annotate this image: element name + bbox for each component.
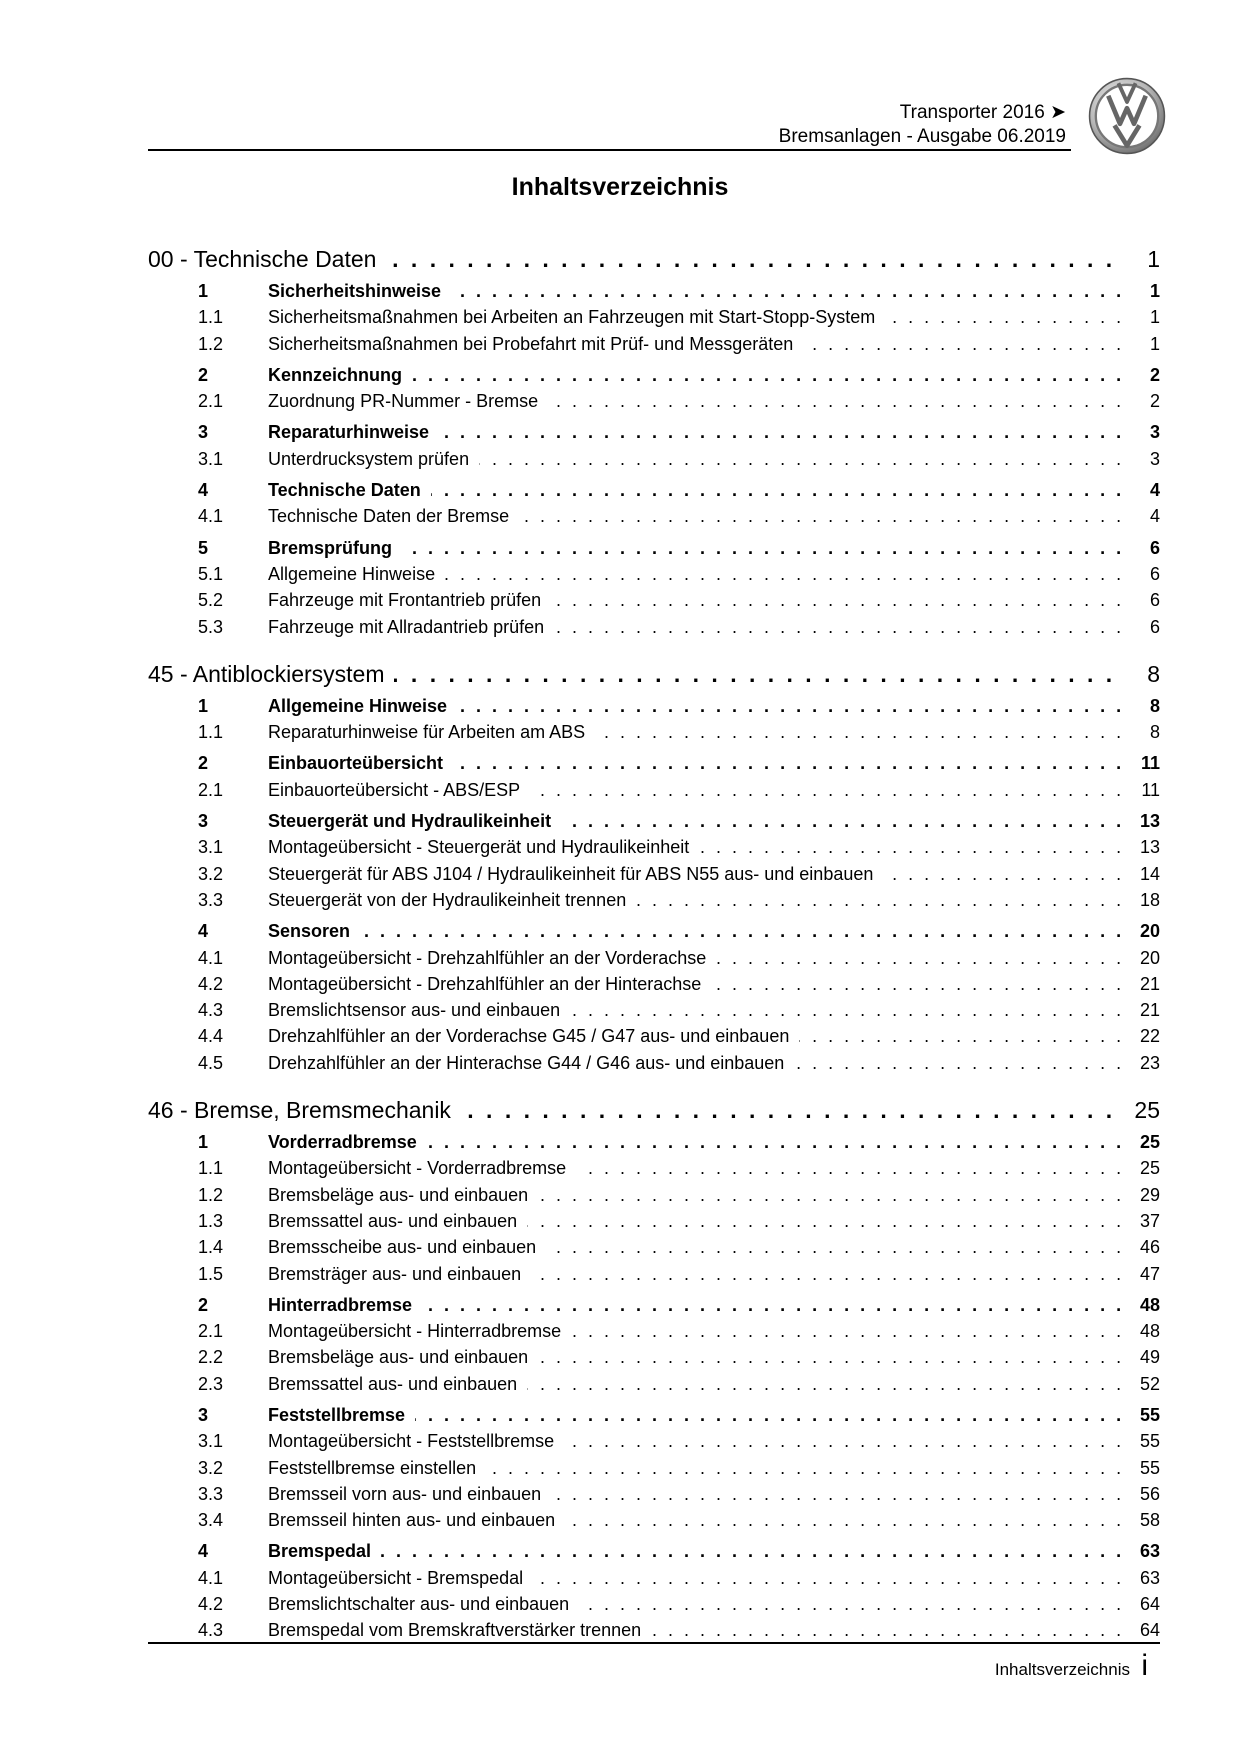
page-number: 64	[1139, 1594, 1160, 1615]
page-number: 13	[1139, 837, 1160, 858]
toc-subsection[interactable]	[148, 446, 1160, 472]
page-number: 6	[1149, 537, 1160, 558]
section-title: Technische Daten der Bremse	[268, 506, 519, 526]
toc-subsection[interactable]	[148, 1617, 1160, 1643]
page-number: 48	[1139, 1294, 1160, 1315]
section-title: Vorderradbremse	[268, 1132, 427, 1152]
toc-subsection[interactable]	[148, 1182, 1160, 1208]
toc-section[interactable]	[148, 362, 1160, 388]
section-title: Fahrzeuge mit Frontantrieb prüfen	[268, 590, 551, 610]
section-number: 2.1	[198, 391, 224, 412]
section-title: Allgemeine Hinweise	[268, 696, 457, 716]
page-number: 25	[1139, 1158, 1160, 1179]
section-title: Bremssattel aus- und einbauen	[268, 1374, 527, 1394]
section-number: 1.1	[198, 307, 224, 328]
section-number: 3	[198, 422, 209, 443]
header-model: Transporter 2016 ➤	[899, 102, 1066, 123]
section-title: Bremsbeläge aus- und einbauen	[268, 1347, 538, 1367]
vw-logo	[1088, 77, 1166, 155]
page-number: 11	[1141, 779, 1160, 800]
section-number: 2	[198, 364, 209, 385]
section-number: 3.2	[198, 863, 224, 884]
section-title: Bremsprüfung	[268, 538, 402, 558]
toc-section[interactable]	[148, 750, 1160, 776]
page-number: 1	[1149, 333, 1160, 354]
toc-subsection[interactable]	[148, 1591, 1160, 1617]
toc-subsection[interactable]	[148, 388, 1160, 414]
section-number: 3.3	[198, 889, 224, 910]
page-number: 8	[1149, 695, 1160, 716]
page-number: 4	[1149, 506, 1160, 527]
section-title: Bremsscheibe aus- und einbauen	[268, 1237, 546, 1257]
section-title: Bremsseil vorn aus- und einbauen	[268, 1484, 551, 1504]
section-number: 3.1	[198, 837, 224, 858]
section-title: Unterdrucksystem prüfen	[268, 449, 479, 469]
page-number: 37	[1139, 1210, 1160, 1231]
section-number: 4	[198, 921, 209, 942]
page-number: 8	[1149, 722, 1160, 743]
section-number: 1.1	[198, 1158, 224, 1179]
page-number: 63	[1139, 1541, 1160, 1562]
toc-subsection[interactable]	[148, 1261, 1160, 1287]
section-title: Einbauorteübersicht	[268, 753, 453, 773]
page-number: 25	[1139, 1132, 1160, 1153]
section-number: 3.2	[198, 1457, 224, 1478]
section-number: 4.2	[198, 1594, 224, 1615]
page-number: 8	[1147, 660, 1160, 687]
toc-subsection[interactable]	[148, 304, 1160, 330]
section-title: Reparaturhinweise	[268, 422, 439, 442]
toc-subsection[interactable]	[148, 945, 1160, 971]
toc-section[interactable]	[148, 1402, 1160, 1428]
page-number: 63	[1139, 1567, 1160, 1588]
page-number: 58	[1139, 1510, 1160, 1531]
section-title: Feststellbremse einstellen	[268, 1458, 486, 1478]
toc-chapter[interactable]	[148, 655, 1160, 693]
section-title: Montageübersicht - Hinterradbremse	[268, 1321, 571, 1341]
section-number: 1.3	[198, 1210, 224, 1231]
chapter-title: 45 - Antiblockiersystem	[148, 661, 394, 687]
section-title: Einbauorteübersicht - ABS/ESP	[268, 780, 530, 800]
toc-subsection[interactable]	[148, 1455, 1160, 1481]
section-title: Montageübersicht - Vorderradbremse	[268, 1158, 576, 1178]
section-title: Drehzahlfühler an der Vorderachse G45 / G47 aus- und einbauen	[268, 1026, 799, 1046]
section-title: Bremsträger aus- und einbauen	[268, 1264, 531, 1284]
section-title: Steuergerät von der Hydraulikeinheit trennen	[268, 890, 636, 910]
toc-subsection[interactable]	[148, 1050, 1160, 1076]
toc-subsection[interactable]	[148, 1507, 1160, 1533]
table-of-contents	[148, 240, 1160, 1644]
toc-subsection[interactable]	[148, 503, 1160, 529]
section-number: 2.1	[198, 779, 224, 800]
section-number: 2.3	[198, 1373, 224, 1394]
footer-rule	[148, 1642, 1160, 1644]
page-number: 64	[1139, 1620, 1160, 1641]
footer-label: Inhaltsverzeichnis	[994, 1660, 1130, 1679]
toc-subsection[interactable]	[148, 587, 1160, 613]
page-number: 14	[1139, 863, 1160, 884]
toc-subsection[interactable]	[148, 1318, 1160, 1344]
section-title: Bremsbeläge aus- und einbauen	[268, 1185, 538, 1205]
section-number: 1.5	[198, 1263, 224, 1284]
section-title: Montageübersicht - Bremspedal	[268, 1568, 533, 1588]
section-number: 5	[198, 537, 209, 558]
toc-section[interactable]	[148, 693, 1160, 719]
section-title: Technische Daten	[268, 480, 431, 500]
toc-section[interactable]	[148, 1292, 1160, 1318]
section-title: Sicherheitsmaßnahmen bei Arbeiten an Fahrzeugen mit Start-Stopp-System	[268, 307, 885, 327]
section-number: 1	[198, 281, 209, 301]
section-number: 4.1	[198, 947, 224, 968]
page-number: 18	[1139, 889, 1160, 910]
section-number: 2.2	[198, 1347, 224, 1368]
toc-subsection[interactable]	[148, 1208, 1160, 1234]
section-number: 5.1	[198, 563, 224, 584]
page-number: 22	[1139, 1026, 1160, 1047]
footer-page-number: i	[1141, 1649, 1148, 1682]
toc-subsection[interactable]	[148, 1234, 1160, 1260]
section-number: 5.3	[198, 616, 224, 637]
page-title: Inhaltsverzeichnis	[511, 173, 729, 201]
page-number: 20	[1139, 947, 1160, 968]
section-number: 3.1	[198, 1431, 224, 1452]
section-title: Kennzeichnung	[268, 365, 412, 385]
toc-subsection[interactable]	[148, 614, 1160, 640]
toc-subsection[interactable]	[148, 1565, 1160, 1591]
page-number: 2	[1149, 364, 1160, 385]
page-number: 55	[1139, 1404, 1160, 1425]
page-number: 55	[1139, 1457, 1160, 1478]
section-title: Bremslichtsensor aus- und einbauen	[268, 1000, 570, 1020]
section-number: 3.1	[198, 448, 224, 469]
page-number: 47	[1139, 1263, 1160, 1284]
section-title: Fahrzeuge mit Allradantrieb prüfen	[268, 617, 554, 637]
page-number: 55	[1139, 1431, 1160, 1452]
section-number: 4.1	[198, 1567, 224, 1588]
section-title: Sicherheitshinweise	[268, 281, 451, 301]
page-number: 21	[1139, 1000, 1160, 1021]
section-title: Hinterradbremse	[268, 1295, 422, 1315]
section-number: 5.2	[198, 590, 224, 611]
section-number: 2.1	[198, 1321, 224, 1342]
section-title: Bremslichtschalter aus- und einbauen	[268, 1594, 579, 1614]
page-number: 2	[1149, 391, 1160, 412]
toc-subsection[interactable]	[148, 1344, 1160, 1370]
section-title: Reparaturhinweise für Arbeiten am ABS	[268, 722, 595, 742]
toc-subsection[interactable]	[148, 1428, 1160, 1454]
toc-subsection[interactable]	[148, 331, 1160, 357]
section-title: Montageübersicht - Feststellbremse	[268, 1431, 564, 1451]
page-number: 48	[1139, 1321, 1160, 1342]
section-title: Bremsseil hinten aus- und einbauen	[268, 1510, 565, 1530]
toc-section[interactable]	[148, 918, 1160, 944]
section-number: 4	[198, 480, 209, 501]
page-number: 25	[1134, 1097, 1160, 1124]
section-title: Feststellbremse	[268, 1405, 415, 1425]
section-number: 4.5	[198, 1052, 224, 1073]
toc-subsection[interactable]	[148, 777, 1160, 803]
section-title: Sicherheitsmaßnahmen bei Probefahrt mit Prüf- und Messgeräten	[268, 334, 803, 354]
section-number: 1	[198, 1132, 209, 1153]
section-title: Drehzahlfühler an der Hinterachse G44 / G46 aus- und einbauen	[268, 1053, 794, 1073]
section-number: 2	[198, 1294, 209, 1315]
toc-section[interactable]	[148, 808, 1160, 834]
page-number: 11	[1140, 753, 1160, 774]
section-title: Bremspedal vom Bremskraftverstärker trennen	[268, 1620, 651, 1640]
section-number: 1.4	[198, 1237, 224, 1258]
section-number: 4.3	[198, 1620, 224, 1641]
page-number: 4	[1149, 480, 1160, 501]
section-title: Montageübersicht - Drehzahlfühler an der Hinterachse	[268, 974, 711, 994]
toc-chapter[interactable]	[148, 240, 1160, 278]
toc-subsection[interactable]	[148, 997, 1160, 1023]
page-number: 49	[1139, 1347, 1160, 1368]
page-number: 20	[1139, 921, 1160, 942]
toc-section[interactable]	[148, 1129, 1160, 1155]
section-number: 4.3	[198, 1000, 224, 1021]
section-title: Bremssattel aus- und einbauen	[268, 1211, 527, 1231]
section-number: 3	[198, 811, 209, 832]
section-title: Montageübersicht - Drehzahlfühler an der Vorderachse	[268, 948, 716, 968]
toc-section[interactable]	[148, 419, 1160, 445]
toc-subsection[interactable]	[148, 971, 1160, 997]
page-number: 13	[1139, 811, 1160, 832]
toc-section[interactable]	[148, 535, 1160, 561]
section-title: Allgemeine Hinweise	[268, 564, 445, 584]
toc-subsection[interactable]	[148, 861, 1160, 887]
section-number: 4	[198, 1541, 209, 1562]
chapter-title: 46 - Bremse, Bremsmechanik	[148, 1097, 461, 1123]
section-number: 2	[198, 753, 209, 774]
page-number: 21	[1139, 973, 1160, 994]
section-title: Steuergerät und Hydraulikeinheit	[268, 811, 561, 831]
section-number: 1.2	[198, 1184, 224, 1205]
section-title: Montageübersicht - Steuergerät und Hydraulikeinheit	[268, 837, 699, 857]
page-number: 56	[1139, 1483, 1160, 1504]
toc-subsection[interactable]	[148, 1371, 1160, 1397]
page-number: 29	[1139, 1184, 1160, 1205]
section-number: 4.2	[198, 973, 224, 994]
section-number: 1	[198, 695, 209, 716]
section-number: 3	[198, 1404, 209, 1425]
header-rule	[148, 149, 1071, 151]
toc-subsection[interactable]	[148, 561, 1160, 587]
toc-subsection[interactable]	[148, 1023, 1160, 1049]
section-number: 1.1	[198, 722, 224, 743]
section-title: Steuergerät für ABS J104 / Hydraulikeinheit für ABS N55 aus- und einbauen	[268, 864, 883, 884]
page-number: 46	[1139, 1237, 1160, 1258]
section-number: 4.4	[198, 1026, 224, 1047]
page-number: 1	[1149, 281, 1160, 301]
section-number: 3.4	[198, 1510, 224, 1531]
section-title: Sensoren	[268, 921, 360, 941]
page-number: 6	[1149, 616, 1160, 637]
toc-subsection[interactable]	[148, 1155, 1160, 1181]
chapter-title: 00 - Technische Daten	[148, 246, 386, 272]
section-number: 4.1	[198, 506, 224, 527]
page-number: 3	[1149, 422, 1160, 443]
toc-subsection[interactable]	[148, 719, 1160, 745]
page-number: 6	[1149, 563, 1160, 584]
page-number: 3	[1149, 448, 1160, 469]
toc-chapter[interactable]	[148, 1091, 1160, 1129]
header-edition: Bremsanlagen - Ausgabe 06.2019	[778, 126, 1066, 147]
page-number: 6	[1149, 590, 1160, 611]
section-title: Bremspedal	[268, 1541, 381, 1561]
page-number: 1	[1149, 307, 1160, 328]
section-number: 1.2	[198, 333, 224, 354]
page-number: 1	[1147, 246, 1160, 272]
toc-subsection[interactable]	[148, 834, 1160, 860]
toc-section[interactable]	[148, 477, 1160, 503]
toc-subsection[interactable]	[148, 887, 1160, 913]
toc-section[interactable]	[148, 1538, 1160, 1564]
toc-section[interactable]	[148, 278, 1160, 304]
section-title: Zuordnung PR-Nummer - Bremse	[268, 391, 548, 411]
toc-subsection[interactable]	[148, 1481, 1160, 1507]
page-number: 23	[1139, 1052, 1160, 1073]
page-number: 52	[1139, 1373, 1160, 1394]
section-number: 3.3	[198, 1483, 224, 1504]
